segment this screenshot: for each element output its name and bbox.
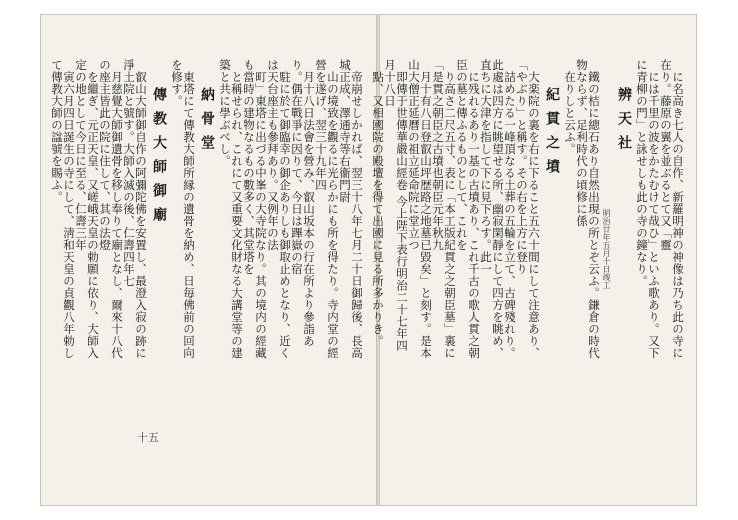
right-text-line: に名高き七人の自作、新羅明神の神像は乃ち此の寺に在り。藤原の翼を並ぶるとて又「靈: [659, 59, 685, 359]
section-heading-ki-no-tsurayuki-tomb: 紀貫之墳: [544, 87, 560, 183]
right-text-line: 即傳于世傳華嚴山經卷 今上陛下表行明治二十七年四月十八日: [383, 59, 409, 351]
section-heading-benten-sha: 辨天社: [616, 87, 632, 159]
heading-caption: 明治廿年五月十日竣工: [602, 209, 611, 289]
right-text-line: に残れるあり一基の古墳あり、これ千古の歌人貫之朝臣の墓と傳ふるものとして、これを: [455, 59, 481, 359]
left-text-line: 寅六月四日誕生の寺にして、淸和天皇の貞觀八年勅して傳教大師の諡號を賜ふ。: [50, 59, 76, 359]
section-heading-dengyo-daishi-gobyo: 傳教大師御廟: [151, 87, 167, 231]
left-page: [40, 14, 378, 506]
left-text-line: を繼ぎ、元正天皇、又嵯峨天皇の勅願に依り、大師入定の地として今日に至る、仁壽三年: [74, 59, 100, 359]
left-text-line: 山の境致を觀るに光らかにも所を得たり。寺内堂の經營を遂げ、翌三十九年四: [314, 59, 340, 359]
left-text-line: 月十八日法會を營み、叡山坂本の行在所より參詣あり。偶在戰爭に因りて、今日は蹕嶽の宿: [290, 59, 316, 347]
left-text-line: 叡山大師御自作の阿彌陀佛を安置し、最澄入寂の跡に淨土院と號す。大師入滅の後、仁壽四年七: [122, 59, 148, 359]
section-heading-nokotsudo: 納骨堂: [199, 87, 215, 159]
right-page: [371, 14, 697, 506]
left-text-line: 東塔にて傳教大師所縁の遺骨を納め、日毎佛前の回向を修す。: [170, 59, 196, 359]
right-text-line: 點、又相國院の殿壇を得て出國に見る所多かりき。: [371, 70, 385, 347]
right-text-line: 大楽院の裏を右に下ること五六十間にして注意あり、「やぶり」と稱す。その右を上方に登り: [515, 59, 541, 359]
page-number: 十五: [137, 431, 159, 444]
left-text-line: と稱せられ、これにて又重要文化財なる大講堂等の建築と共に學ぶべし。: [218, 59, 244, 359]
right-page-text: [371, 59, 685, 359]
left-text-line: 駐に於て御臨幸の御企ありしも御取止めとなり、近くは天台座主も參拜あり。又例年の法: [266, 59, 292, 359]
right-text-line: 詰めたる一峰頂なる土葬の五輪を立て、古碑殘れり。此處は四方に眺望せる所、幽寂閑靜にして四方を眺め、直ちに大津を指して下に見下ろす。此一: [479, 59, 517, 359]
left-text-line: 帝崩せしかれば、翌三十八年七月二十日御歸後、長高城正成、澤通寺等右衞門尉: [338, 59, 364, 359]
right-text-line: 鐵の桔に總石あり自然出現の所とぞ云ふ。鎌倉の時代物ならず、足利時代の頃修に係: [575, 59, 601, 359]
left-text-line: 月慈覺大師御遺骨を移し奉りて廟となし、爾來十八代の座主皆此の院に住して、其の法燈: [98, 59, 124, 359]
right-text-line: 月十有八日登叡山坪歴路之地墓已毀矣」と刻す。是本山大僧正延曆の祖立延命院に堂立つ: [407, 59, 433, 359]
right-text-line: には千里の波をかたむけて哉ひ」といふ歌あり。又下に青柳の門」と詠せしも此の寺の鐘なり。: [635, 59, 661, 359]
right-text-line: り高さ二尺五寸、表に「本工版紀貫之之朝臣墓」裏に「是貫之朝臣之古墳也朝臣元年秋九: [431, 59, 457, 359]
left-page-text: [51, 59, 363, 359]
right-text-line: 在りしと云ふ。: [563, 70, 577, 155]
left-text-line: 町」東塔に出づる中峯の大寺院なり。其の境内の經藏も當時の建物なるもの數多く、其堂塔を: [242, 59, 268, 359]
